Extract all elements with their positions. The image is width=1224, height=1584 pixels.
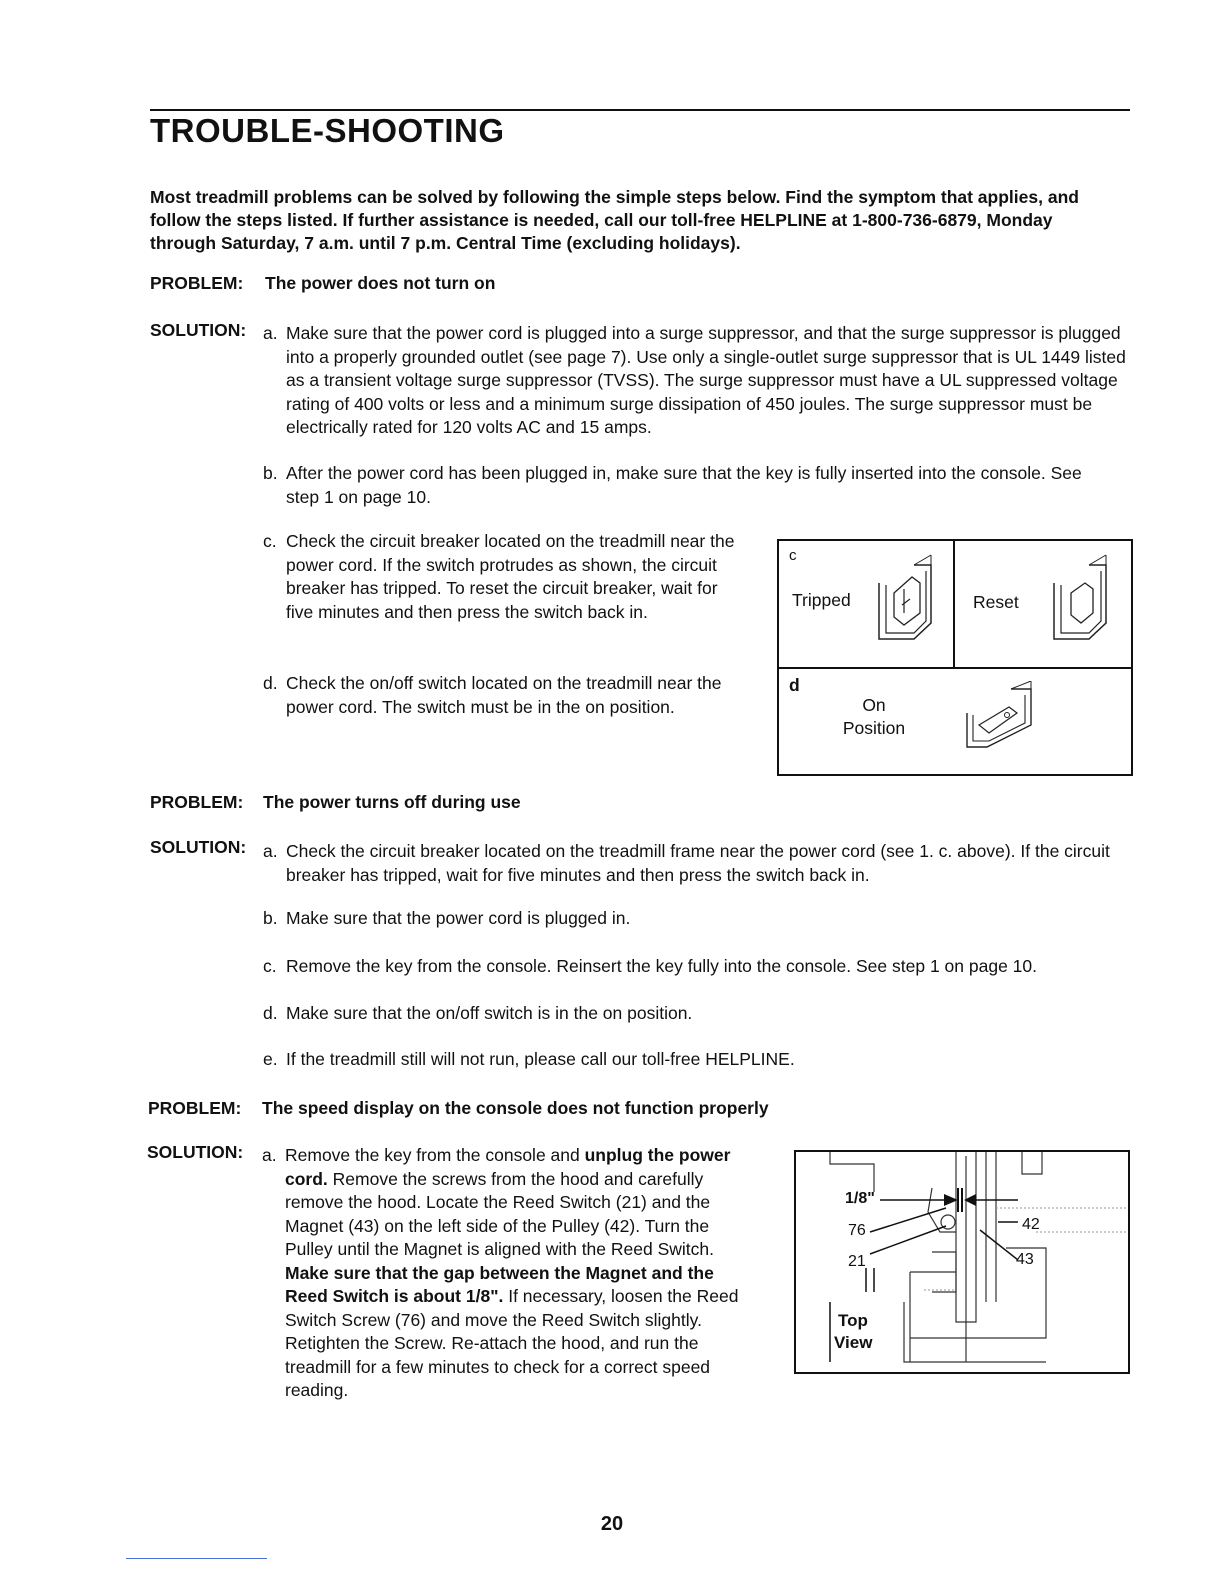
step-letter: d. bbox=[263, 1003, 278, 1023]
problem-2-step-a bbox=[263, 840, 1123, 887]
problem-label: PROBLEM: bbox=[150, 792, 244, 812]
figure-d-label: d bbox=[789, 675, 800, 695]
solution-label: SOLUTION: bbox=[150, 837, 247, 857]
step-letter: e. bbox=[263, 1049, 278, 1069]
step-text bbox=[285, 1144, 752, 1403]
problem-1-step-b bbox=[263, 462, 1113, 509]
step-letter: b. bbox=[263, 463, 278, 483]
problem-1-step-c bbox=[263, 530, 743, 624]
reed-switch-figure bbox=[794, 1150, 1130, 1374]
solution-label: SOLUTION: bbox=[147, 1142, 244, 1162]
top-view-line2: View bbox=[834, 1333, 873, 1352]
step-text: Check the circuit breaker located on the treadmill frame near the power cord (see 1. c. above). If the circuit breaker has tripped, wait for five minutes and then press the switch back in. bbox=[286, 841, 1110, 885]
step-text: After the power cord has been plugged in, make sure that the key is fully inserted into the console. See step 1 on page 10. bbox=[286, 463, 1082, 507]
step-text: Make sure that the on/off switch is in the on position. bbox=[286, 1003, 693, 1023]
step-letter: d. bbox=[263, 673, 278, 693]
step-text-part: If necessary, loosen the Reed Switch Screw (76) and move the Reed Switch slightly. Retighten the Screw. Re-attach the hood, and run the treadmill for a few minutes to check for a correct speed reading. bbox=[285, 1286, 739, 1400]
screw-callout: 76 bbox=[848, 1222, 866, 1239]
step-text-part: Remove the key from the console and bbox=[285, 1145, 585, 1165]
gap-label: 1/8" bbox=[845, 1190, 875, 1207]
problem-1-text: The power does not turn on bbox=[265, 273, 496, 293]
step-letter: a. bbox=[263, 323, 278, 343]
page-number: 20 bbox=[600, 1513, 624, 1535]
problem-2-step-d bbox=[263, 1002, 1123, 1026]
footer-link-line bbox=[126, 1558, 267, 1559]
problem-3-step-a bbox=[262, 1144, 752, 1403]
problem-1-step-a bbox=[263, 322, 1133, 440]
tripped-label: Tripped bbox=[792, 590, 851, 610]
problem-2-step-b bbox=[263, 907, 1123, 931]
problem-label: PROBLEM: bbox=[150, 273, 244, 293]
step-text-bold-part: unplug the power cord. bbox=[285, 1145, 731, 1189]
header-rule bbox=[150, 109, 1130, 111]
figure-divider-horizontal bbox=[779, 667, 1131, 669]
switch-callout: 21 bbox=[848, 1253, 866, 1270]
step-text: If the treadmill still will not run, please call our toll-free HELPLINE. bbox=[286, 1049, 795, 1069]
step-text: Make sure that the power cord is plugged in. bbox=[286, 908, 631, 928]
step-text-part: Remove the screws from the hood and carefully remove the hood. Locate the Reed Switch (21) and the Magnet (43) on the left side of the Pulley (42). Turn the Pulley until the Magnet is aligned with the Reed Switch. bbox=[285, 1168, 714, 1259]
figure-c-label: c bbox=[789, 547, 797, 564]
magnet-callout: 43 bbox=[1016, 1251, 1034, 1268]
step-text-bold-part: Make sure that the gap between the Magnet and the Reed Switch is about 1/8". bbox=[285, 1262, 714, 1306]
step-letter: b. bbox=[263, 908, 278, 928]
figure-divider-vertical bbox=[953, 541, 955, 669]
problem-label: PROBLEM: bbox=[148, 1098, 242, 1118]
step-letter: a. bbox=[263, 841, 278, 861]
breaker-figure bbox=[777, 539, 1133, 776]
problem-2-step-e bbox=[263, 1048, 1123, 1072]
onoff-switch-icon bbox=[959, 681, 1049, 751]
reset-switch-icon bbox=[1049, 553, 1111, 645]
problem-2-step-c bbox=[263, 955, 1143, 979]
reset-label: Reset bbox=[973, 592, 1019, 612]
problem-3-text: The speed display on the console does not function properly bbox=[262, 1098, 769, 1118]
problem-2-text: The power turns off during use bbox=[263, 792, 521, 812]
step-letter: a. bbox=[262, 1145, 277, 1165]
step-text: Remove the key from the console. Reinsert the key fully into the console. See step 1 on page 10. bbox=[286, 956, 1037, 976]
on-label-line1: On bbox=[862, 695, 886, 715]
step-text: Make sure that the power cord is plugged into a surge suppressor, and that the surge suppressor is plugged into a properly grounded outlet (see page 7). Use only a single-outlet surge suppressor that is UL 1449 listed as a transient voltage surge suppressor (TVSS). The surge suppressor must have a UL suppressed voltage rating of 400 volts or less and a minimum surge dissipation of 450 joules. The surge suppressor must be electrically rated for 120 volts AC and 15 amps. bbox=[286, 323, 1126, 437]
intro-paragraph: Most treadmill problems can be solved by following the simple steps below. Find the symptom that applies, and follow the steps listed. If further assistance is needed, call our toll-free HELPLINE at 1-800-736-6879, Monday through Saturday, 7 a.m. until 7 p.m. Central Time (excluding holidays). bbox=[150, 187, 1079, 253]
pulley-callout: 42 bbox=[1022, 1216, 1040, 1233]
step-letter: c. bbox=[263, 956, 277, 976]
step-text: Check the on/off switch located on the treadmill near the power cord. The switch must be in the on position. bbox=[286, 673, 722, 717]
top-view-line1: Top bbox=[838, 1311, 868, 1330]
step-letter: c. bbox=[263, 531, 277, 551]
problem-1-step-d bbox=[263, 672, 743, 719]
solution-label: SOLUTION: bbox=[150, 320, 247, 340]
page-title: TROUBLE-SHOOTING bbox=[150, 112, 505, 149]
step-text: Check the circuit breaker located on the treadmill near the power cord. If the switch protrudes as shown, the circuit breaker has tripped. To reset the circuit breaker, wait for five minutes and then press the switch back in. bbox=[286, 531, 735, 622]
tripped-switch-icon bbox=[874, 553, 936, 645]
on-label-line2: Position bbox=[842, 718, 906, 738]
